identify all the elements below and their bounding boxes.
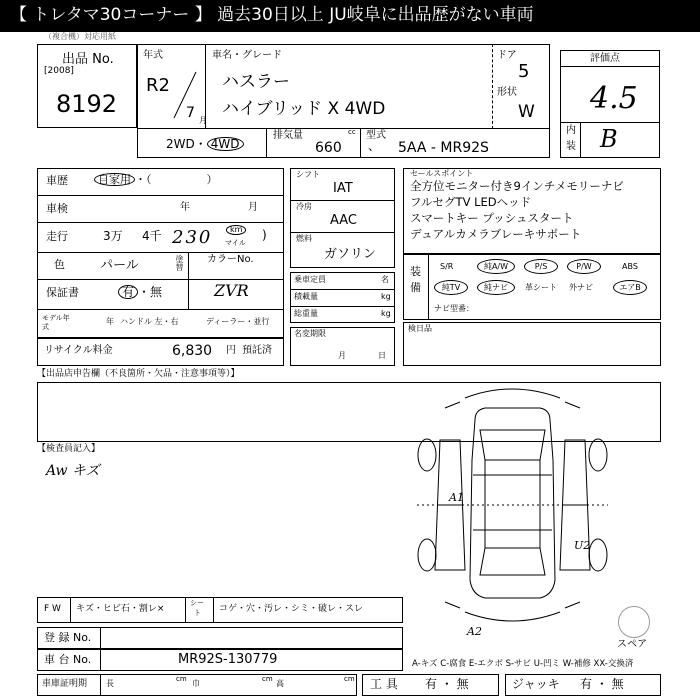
shape-value: W: [518, 102, 535, 122]
equip-leather: 革シート: [525, 283, 557, 292]
equip-airbag: エアB: [613, 280, 647, 295]
car-label: 車名・グレード: [212, 50, 282, 61]
model-label: 型式: [366, 130, 386, 141]
color-code-label: カラーNo.: [207, 254, 254, 265]
seller-note-label: 【出品店申告欄（不良箇所・欠品・注意事項等）】: [37, 369, 240, 379]
model-year-year: 年: [106, 317, 114, 326]
legend: A-キズ C-腐食 E-エクボ S-サビ U-凹ミ W-補修 XX-交換済: [412, 659, 634, 669]
capacity-unit: 名: [381, 275, 389, 284]
inspection-month: 月: [248, 202, 258, 213]
name-change-month: 月: [338, 351, 346, 360]
interior-value: B: [600, 125, 618, 153]
equip-alloy: 純A/W: [477, 259, 515, 274]
displacement-value: 660: [315, 140, 342, 156]
warranty-line: 有 ・無: [118, 285, 162, 299]
warranty-label: 保証書: [46, 286, 79, 299]
registration-row: [37, 627, 403, 649]
diagram-mark-u2: U2: [574, 539, 591, 552]
banner-text: 【 トレタマ30コーナー 】 過去30日以上 JU岐阜に出品歴がない車両: [10, 5, 534, 25]
diagram-mark-a1: A1: [449, 491, 464, 504]
lot-number: 8192: [56, 90, 118, 118]
sales-label: セールスポイント: [410, 169, 474, 178]
sales-line-4: デュアルカメラブレーキサポート: [410, 227, 582, 241]
year-month-unit: 月: [199, 116, 207, 125]
seat-items: コゲ・穴・汚レ・シミ・破レ・スレ: [219, 604, 364, 614]
score-value: 4.5: [590, 81, 638, 116]
inspection-label: 車検: [46, 202, 68, 215]
inspector-hand: Aw キズ: [46, 463, 100, 479]
shift-label: シフト: [296, 170, 320, 179]
recycle-note: 預託済: [242, 345, 272, 356]
diagram-mark-a2: A2: [467, 625, 482, 638]
warranty-no: 無: [150, 285, 163, 299]
model-year-dealer: ディーラー・並行: [206, 317, 270, 326]
name-change-label: 名変期限: [294, 329, 326, 338]
year-era: R2: [146, 75, 170, 96]
seat-label-2: ト: [194, 609, 201, 617]
year-label: 年式: [143, 50, 163, 61]
sales-line-3: スマートキー プッシュスタート: [410, 211, 574, 225]
cert-cm-2: cm: [262, 675, 273, 683]
cert-label: 車庫証明期: [42, 679, 88, 689]
lot-stamp: [2008]: [44, 66, 74, 76]
name-change-day: 日: [378, 351, 386, 360]
mileage-mile: マイル: [225, 239, 246, 247]
drive-line: 2WD・ 4WD: [166, 137, 244, 151]
weight-label: 総重量: [294, 309, 318, 318]
year-month: 7: [186, 105, 195, 121]
navi-model-label: ナビ型番：: [434, 304, 474, 313]
registration-label: 登 録 No.: [44, 631, 92, 644]
door-label: ドア: [497, 50, 517, 61]
jack-label: ジャッキ: [512, 677, 560, 691]
jack-value: 有 ・ 無: [580, 677, 624, 691]
warranty-yes: 有: [118, 285, 138, 299]
model-value: 5AA - MR92S: [398, 140, 489, 156]
shift-value: IAT: [333, 181, 353, 196]
car-diagram: [405, 380, 620, 638]
car-grade: ハイブリッド X 4WD: [222, 99, 386, 119]
arrival-box: [403, 322, 661, 366]
cert-width: 巾: [192, 679, 200, 688]
inspection-year: 年: [180, 202, 190, 213]
top-note: （複合機）対応用紙: [44, 32, 116, 41]
equip-extnavi: 外ナビ: [569, 283, 593, 292]
mileage-label: 走行: [46, 230, 68, 243]
cert-cm-3: cm: [344, 675, 355, 683]
mileage-hand: 230: [172, 227, 213, 248]
interior-label-1: 内: [566, 125, 576, 136]
drive-2wd: 2WD: [166, 137, 195, 151]
mileage-sen: 4千: [142, 229, 162, 243]
equipment-label-1: 装: [410, 265, 421, 278]
model-year-label: モデル年式: [42, 314, 70, 331]
chassis-label: 車 台 No.: [44, 653, 92, 666]
ac-value: AAC: [330, 213, 357, 228]
lot-label: 出品 No.: [62, 52, 114, 67]
history-label: 車歴: [46, 174, 68, 187]
shape-label: 形状: [497, 87, 517, 98]
inspector-label: 【検査員記入】: [37, 444, 101, 454]
capacity-label: 乗車定員: [294, 275, 326, 284]
chassis-value: MR92S-130779: [178, 652, 278, 667]
tools-value: 有 ・ 無: [425, 677, 469, 691]
cert-long: 長: [106, 679, 114, 688]
equip-ps: P/S: [524, 259, 558, 274]
sales-line-2: フルセグTV LEDヘッド: [410, 195, 532, 209]
spare-circle: [618, 606, 650, 638]
arrival-label: 検日品: [408, 324, 432, 333]
car-name: ハスラー: [222, 72, 290, 92]
recycle-label: リサイクル料金: [44, 345, 113, 356]
equip-navi: 純ナビ: [477, 280, 515, 295]
year-slash: [170, 70, 200, 120]
mileage-km: km: [226, 225, 246, 235]
fuel-label: 燃料: [296, 234, 312, 243]
paint-label: 塗替: [175, 255, 184, 271]
model-year-handle: ハンドル 左・右: [120, 317, 179, 326]
color-label: 色: [54, 258, 65, 271]
history-value: 自家用: [94, 173, 135, 186]
load-unit: kg: [381, 292, 391, 301]
recycle-unit: 円: [226, 345, 236, 356]
recycle-value: 6,830: [172, 343, 213, 359]
tools-label: 工 具: [370, 677, 398, 691]
equip-pw: P/W: [567, 259, 601, 274]
ac-label: 冷房: [296, 202, 312, 211]
model-dot: 、: [368, 139, 381, 153]
load-label: 積載量: [294, 292, 318, 301]
fuel-value: ガソリン: [324, 247, 377, 262]
fw-label: F W: [44, 604, 61, 614]
equip-tv: 純TV: [434, 280, 468, 295]
sales-line-1: 全方位モニター付き9インチメモリーナビ: [410, 179, 624, 193]
color-code-value: ZVR: [214, 281, 249, 300]
spec-table: [37, 168, 284, 338]
history-value-line: 自家用 ・（ ）: [94, 173, 218, 186]
weight-unit: kg: [381, 309, 391, 318]
displacement-label: 排気量: [273, 130, 303, 141]
score-label: 評価点: [590, 53, 620, 64]
fw-items: キズ・ヒビ石・割レ×: [76, 604, 165, 614]
cert-height: 高: [276, 679, 284, 688]
displacement-unit: cc: [348, 128, 356, 136]
door-value: 5: [518, 61, 530, 82]
equipment-label-2: 備: [410, 281, 421, 294]
equip-abs: ABS: [622, 262, 638, 271]
drive-4wd: 4WD: [207, 137, 244, 151]
color-value: パール: [100, 258, 139, 273]
mileage-man: 3万: [103, 229, 123, 243]
equip-sr: S/R: [440, 262, 454, 271]
interior-label-2: 装: [566, 141, 576, 152]
seat-label-1: シー: [190, 599, 204, 607]
cert-cm-1: cm: [176, 675, 187, 683]
spare-label: スペア: [617, 639, 647, 650]
